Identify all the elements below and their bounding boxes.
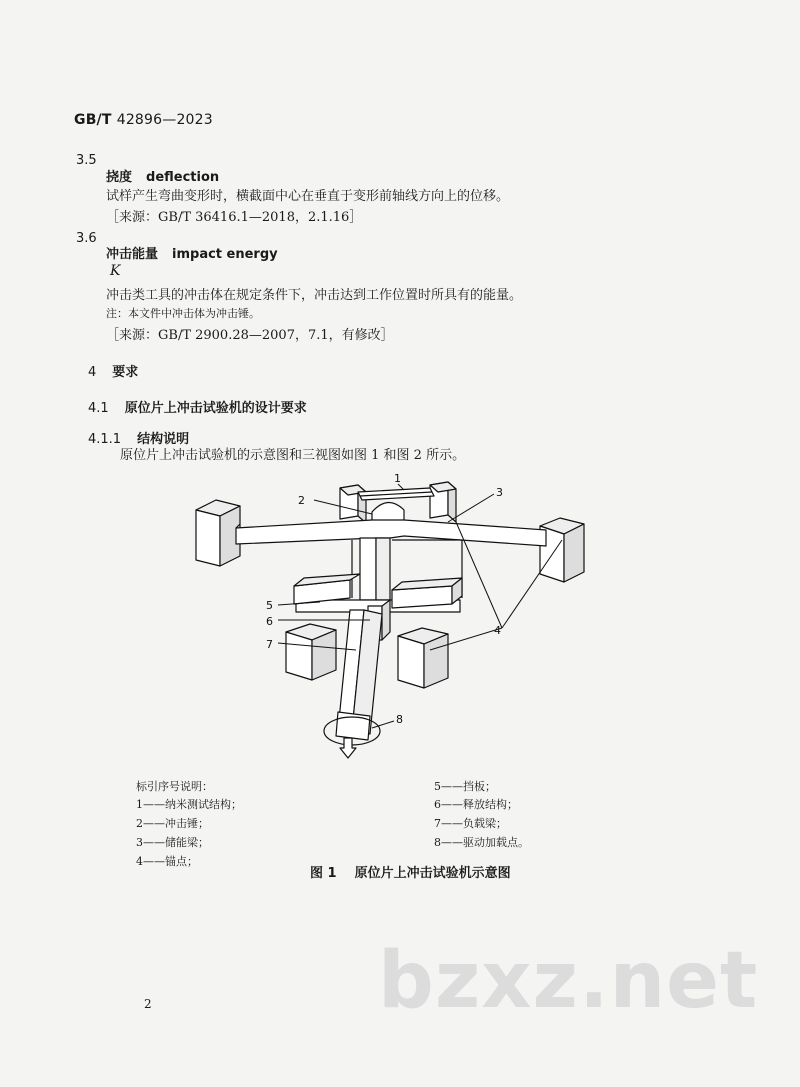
legend-item-8: 8——驱动加载点。 — [434, 836, 529, 849]
watermark: bzxz.net — [378, 936, 759, 1026]
section-title-4: 要求 — [112, 365, 139, 380]
energy-storage-beam — [236, 520, 546, 546]
term-en-3-5: deflection — [146, 170, 220, 185]
anchor-lower-right — [398, 628, 448, 688]
section-number-4: 4 — [88, 365, 97, 380]
page-number: 2 — [144, 997, 152, 1011]
term-en-3-6: impact energy — [172, 247, 278, 262]
legend-item-1: 1——纳米测试结构； — [136, 798, 242, 811]
callout-3: 3 — [496, 486, 503, 499]
definition-3-5: 试样产生弯曲变形时，横截面中心在垂直于变形前轴线方向上的位移。 — [106, 189, 510, 204]
figure-1-caption-title: 原位片上冲击试验机示意图 — [354, 866, 511, 881]
note-3-6: 注：本文件中冲击体为冲击锤。 — [106, 307, 260, 320]
figure-1-caption-number: 图 1 — [310, 866, 337, 881]
clause-number-3-6: 3.6 — [76, 231, 97, 246]
clause-number-3-5: 3.5 — [76, 153, 97, 168]
section-number-4-1: 4.1 — [88, 401, 109, 416]
callout-4: 4 — [494, 624, 501, 637]
legend-item-6: 6——释放结构； — [434, 798, 518, 811]
callout-5: 5 — [266, 599, 273, 612]
section-number-4-1-1: 4.1.1 — [88, 432, 122, 447]
callout-2: 2 — [298, 494, 305, 507]
legend-item-4: 4——锚点； — [136, 855, 198, 868]
definition-3-6: 冲击类工具的冲击体在规定条件下，冲击达到工作位置时所具有的能量。 — [106, 288, 523, 303]
source-3-5: ［来源：GB/T 36416.1—2018，2.1.16］ — [106, 210, 363, 225]
standard-prefix: GB/T — [74, 112, 112, 128]
anchor-left — [196, 500, 240, 566]
term-cn-3-6: 冲击能量 — [106, 247, 159, 262]
callout-6: 6 — [266, 615, 273, 628]
section-title-4-1-1: 结构说明 — [137, 432, 190, 447]
anchor-lower-left — [286, 624, 336, 680]
figure-1-caption — [310, 862, 511, 881]
term-cn-3-5: 挠度 — [106, 170, 133, 185]
callout-8: 8 — [396, 713, 403, 726]
legend-item-3: 3——储能梁； — [136, 836, 209, 849]
legend-item-2: 2——冲击锤； — [136, 817, 209, 830]
legend-title: 标引序号说明： — [136, 780, 213, 793]
anchor-right — [540, 518, 584, 582]
impact-hammer — [372, 502, 404, 522]
callout-1: 1 — [394, 472, 401, 485]
structure-description: 原位片上冲击试验机的示意图和三视图如图 1 和图 2 所示。 — [120, 448, 466, 463]
source-3-6: ［来源：GB/T 2900.28—2007，7.1，有修改］ — [106, 328, 394, 343]
section-title-4-1: 原位片上冲击试验机的设计要求 — [124, 401, 307, 416]
legend-item-7: 7——负载梁； — [434, 817, 507, 830]
legend-item-5: 5——挡板； — [434, 780, 496, 793]
callout-7: 7 — [266, 638, 273, 651]
symbol-3-6: K — [110, 263, 121, 279]
standard-number: 42896—2023 — [116, 112, 213, 128]
